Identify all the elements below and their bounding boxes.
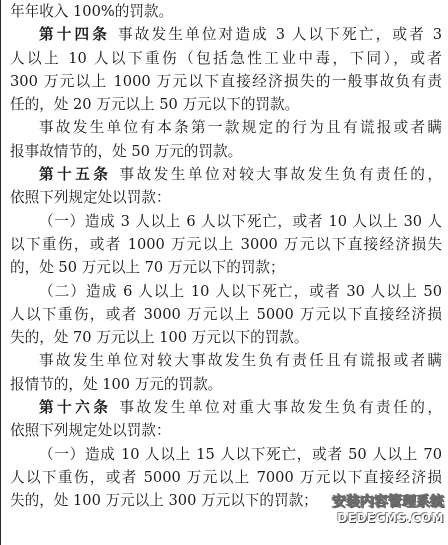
text-line: 300 万元以上 1000 万元以下直接经济损失的一般事故负有责 bbox=[10, 72, 442, 90]
article-number: 第十六条 bbox=[39, 399, 112, 417]
regulation-text bbox=[10, 0, 442, 513]
text-line: 年年收入 100%的罚款。 bbox=[10, 3, 174, 20]
text-line: （一）造成 3 人以上 6 人以下死亡，或者 10 人以上 30 人 bbox=[39, 212, 442, 230]
text-line: 任的，处 20 万元以上 50 万元以下的罚款。 bbox=[10, 96, 300, 114]
watermark-en-text: DEDECMS.COM bbox=[337, 511, 444, 525]
text-line: 事故发生单位有本条第一款规定的行为且有谎报或者瞒 bbox=[39, 119, 442, 137]
article-number: 第十五条 bbox=[39, 166, 112, 184]
left-margin-rule bbox=[0, 0, 1, 545]
article-15-heading-line: 第十五条 事故发生单位对较大事故发生负有责任的， bbox=[39, 166, 442, 184]
text-line: 失的，处 70 万元以上 100 万元以下的罚款。 bbox=[10, 329, 309, 347]
text-line: 依照下列规定处以罚款： bbox=[10, 422, 171, 440]
text-line: 报情节的，处 100 万元的罚款。 bbox=[10, 375, 223, 393]
text-line: 人以下重伤，或者 5000 万元以上 7000 万元以下直接经济损 bbox=[10, 468, 442, 486]
text-line: 失的，处 100 万元以上 300 万元以下的罚款； bbox=[10, 492, 318, 510]
text-line: （一）造成 10 人以上 15 人以下死亡，或者 50 人以上 70 bbox=[39, 445, 442, 463]
text-line: 以下重伤，或者 1000 万元以上 3000 万元以下直接经济损失 bbox=[10, 235, 442, 253]
text-line: 报事故情节的，处 50 万元的罚款。 bbox=[10, 142, 243, 160]
text-line: 的，处 50 万元以上 70 万元以下的罚款； bbox=[10, 259, 285, 277]
text-line: 事故发生单位对较大事故发生负有责任且有谎报或者瞒 bbox=[39, 352, 442, 370]
text-line: （二）造成 6 人以上 10 人以下死亡，或者 30 人以上 50 bbox=[39, 282, 442, 300]
article-16-heading-line: 第十六条 事故发生单位对重大事故发生负有责任的， bbox=[39, 399, 442, 417]
text-line: 依照下列规定处以罚款： bbox=[10, 189, 171, 207]
watermark-logo bbox=[316, 491, 444, 531]
article-14-heading-line: 第十四条 事故发生单位对造成 3 人以下死亡，或者 3 bbox=[39, 26, 442, 44]
article-number: 第十四条 bbox=[39, 26, 111, 44]
text-line: 人以下重伤，或者 3000 万元以上 5000 万元以下直接经济损 bbox=[10, 305, 442, 323]
text-line: 人以上 10 人以下重伤（包括急性工业中毒，下同），或者 bbox=[10, 49, 442, 67]
watermark-cn-text: 安装内容管理系统 bbox=[332, 494, 444, 510]
